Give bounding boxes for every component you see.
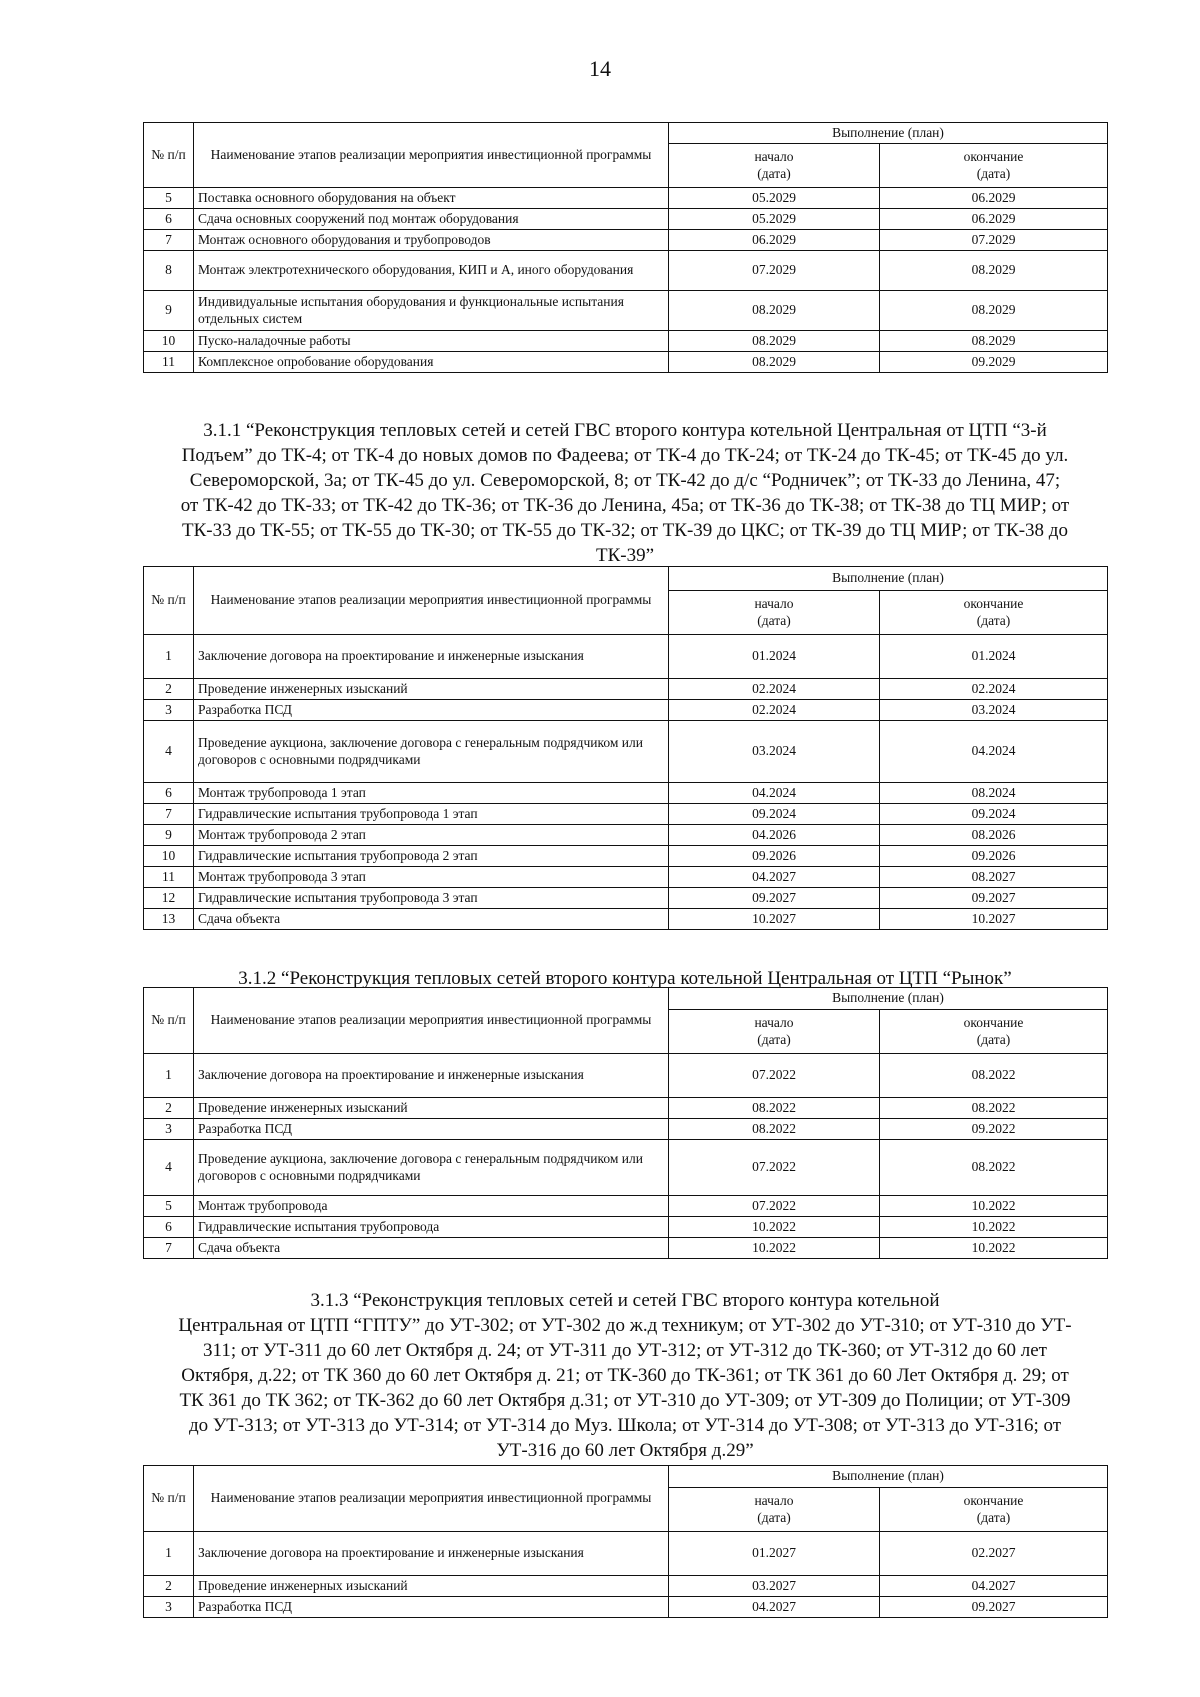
col-header-start: начало (дата) xyxy=(669,1010,880,1054)
table-row xyxy=(144,909,1108,930)
heading-line: 3.1.2 “Реконструкция тепловых сетей второго контура котельной Центральная от ЦТП “Рынок” xyxy=(238,968,1012,989)
start-date: 08.2022 xyxy=(669,1119,880,1140)
row-number: 1 xyxy=(144,1532,194,1576)
row-number: 7 xyxy=(144,1238,194,1259)
stage-name: Монтаж трубопровода 2 этап xyxy=(194,825,669,846)
col-header-num: № п/п xyxy=(144,1466,194,1532)
end-date: 08.2027 xyxy=(880,867,1108,888)
start-date: 06.2029 xyxy=(669,230,880,251)
end-date: 08.2029 xyxy=(880,291,1108,331)
row-number: 6 xyxy=(144,209,194,230)
end-date: 09.2026 xyxy=(880,846,1108,867)
heading-line: Центральная от ЦТП “ГПТУ” до УТ-302; от УТ-302 до ж.д техникум; от УТ-302 до УТ-310; от УТ-310 до УТ- xyxy=(178,1315,1072,1336)
end-date: 08.2022 xyxy=(880,1140,1108,1196)
row-number: 3 xyxy=(144,1119,194,1140)
end-date: 04.2024 xyxy=(880,721,1108,783)
start-date: 08.2029 xyxy=(669,352,880,373)
table-row xyxy=(144,230,1108,251)
start-date: 09.2026 xyxy=(669,846,880,867)
end-date: 09.2022 xyxy=(880,1119,1108,1140)
table-row xyxy=(144,721,1108,783)
row-number: 5 xyxy=(144,1196,194,1217)
col-header-execution: Выполнение (план) xyxy=(669,567,1108,591)
end-date: 09.2027 xyxy=(880,888,1108,909)
row-number: 6 xyxy=(144,783,194,804)
table-row xyxy=(144,352,1108,373)
table-row xyxy=(144,251,1108,291)
row-number: 2 xyxy=(144,1576,194,1597)
start-date: 08.2022 xyxy=(669,1098,880,1119)
end-date: 10.2022 xyxy=(880,1196,1108,1217)
start-date: 03.2024 xyxy=(669,721,880,783)
start-date: 04.2026 xyxy=(669,825,880,846)
table-row xyxy=(144,804,1108,825)
start-date: 07.2029 xyxy=(669,251,880,291)
table-row xyxy=(144,1098,1108,1119)
start-date: 03.2027 xyxy=(669,1576,880,1597)
table-row xyxy=(144,1532,1108,1576)
start-date: 04.2024 xyxy=(669,783,880,804)
table-row xyxy=(144,888,1108,909)
stage-name: Гидравлические испытания трубопровода 3 этап xyxy=(194,888,669,909)
table-row xyxy=(144,1597,1108,1618)
col-header-end: окончание (дата) xyxy=(880,144,1108,188)
end-date: 02.2024 xyxy=(880,679,1108,700)
row-number: 3 xyxy=(144,1597,194,1618)
heading-line: от ТК-42 до ТК-33; от ТК-42 до ТК-36; от ТК-36 до Ленина, 45а; от ТК-36 до ТК-38; от ТК-38 до ТЦ МИР; от xyxy=(180,495,1070,516)
table-row xyxy=(144,635,1108,679)
end-date: 07.2029 xyxy=(880,230,1108,251)
stage-name: Гидравлические испытания трубопровода 2 этап xyxy=(194,846,669,867)
heading-line: Октября, д.22; от ТК 360 до 60 лет Октября д. 21; от ТК-360 до ТК-361; от ТК 361 до 60 Лет Октября д. 29; от xyxy=(181,1365,1069,1386)
start-date: 01.2024 xyxy=(669,635,880,679)
stage-name: Заключение договора на проектирование и инженерные изыскания xyxy=(194,1532,669,1576)
end-date: 08.2024 xyxy=(880,783,1108,804)
end-date: 09.2029 xyxy=(880,352,1108,373)
end-date: 08.2029 xyxy=(880,251,1108,291)
col-header-name: Наименование этапов реализации мероприятия инвестиционной программы xyxy=(194,567,669,635)
end-date: 06.2029 xyxy=(880,209,1108,230)
stage-name: Гидравлические испытания трубопровода 1 этап xyxy=(194,804,669,825)
col-header-num: № п/п xyxy=(144,988,194,1054)
stage-name: Проведение инженерных изысканий xyxy=(194,1098,669,1119)
col-header-end: окончание (дата) xyxy=(880,1010,1108,1054)
col-header-end: окончание (дата) xyxy=(880,1488,1108,1532)
start-date: 08.2029 xyxy=(669,331,880,352)
end-date: 09.2027 xyxy=(880,1597,1108,1618)
stage-name: Заключение договора на проектирование и инженерные изыскания xyxy=(194,635,669,679)
row-number: 11 xyxy=(144,352,194,373)
col-header-start: начало (дата) xyxy=(669,591,880,635)
stage-name: Разработка ПСД xyxy=(194,700,669,721)
end-date: 01.2024 xyxy=(880,635,1108,679)
table-row xyxy=(144,291,1108,331)
stage-name: Монтаж трубопровода 1 этап xyxy=(194,783,669,804)
table-row xyxy=(144,846,1108,867)
stage-name: Индивидуальные испытания оборудования и функциональные испытания отдельных систем xyxy=(194,291,669,331)
table-row xyxy=(144,331,1108,352)
row-number: 4 xyxy=(144,721,194,783)
stage-name: Проведение аукциона, заключение договора с генеральным подрядчиком или договоров с основными подрядчиками xyxy=(194,1140,669,1196)
end-date: 10.2022 xyxy=(880,1217,1108,1238)
row-number: 9 xyxy=(144,291,194,331)
stage-name: Сдача объекта xyxy=(194,1238,669,1259)
heading-line: ТК-39” xyxy=(595,545,655,566)
heading-line: до УТ-313; от УТ-313 до УТ-314; от УТ-314 до Муз. Школа; от УТ-314 до УТ-308; от УТ-313 до УТ-316; от xyxy=(188,1415,1062,1436)
end-date: 09.2024 xyxy=(880,804,1108,825)
start-date: 10.2022 xyxy=(669,1238,880,1259)
table-row xyxy=(144,679,1108,700)
table-row xyxy=(144,783,1108,804)
start-date: 07.2022 xyxy=(669,1140,880,1196)
stage-name: Пуско-наладочные работы xyxy=(194,331,669,352)
end-date: 02.2027 xyxy=(880,1532,1108,1576)
row-number: 12 xyxy=(144,888,194,909)
section-3-1-3-heading xyxy=(150,1288,1100,1463)
start-date: 01.2027 xyxy=(669,1532,880,1576)
stage-name: Монтаж трубопровода xyxy=(194,1196,669,1217)
row-number: 6 xyxy=(144,1217,194,1238)
col-header-num: № п/п xyxy=(144,567,194,635)
row-number: 13 xyxy=(144,909,194,930)
col-header-name: Наименование этапов реализации мероприятия инвестиционной программы xyxy=(194,123,669,188)
stage-name: Сдача основных сооружений под монтаж оборудования xyxy=(194,209,669,230)
end-date: 06.2029 xyxy=(880,188,1108,209)
section-3-1-1-heading xyxy=(150,418,1100,568)
row-number: 4 xyxy=(144,1140,194,1196)
table-row xyxy=(144,1054,1108,1098)
stage-name: Сдача объекта xyxy=(194,909,669,930)
start-date: 02.2024 xyxy=(669,679,880,700)
heading-line: 3.1.3 “Реконструкция тепловых сетей и сетей ГВС второго контура котельной xyxy=(310,1290,940,1311)
start-date: 10.2027 xyxy=(669,909,880,930)
end-date: 03.2024 xyxy=(880,700,1108,721)
stage-name: Монтаж электротехнического оборудования, КИП и А, иного оборудования xyxy=(194,251,669,291)
row-number: 1 xyxy=(144,1054,194,1098)
stage-name: Проведение инженерных изысканий xyxy=(194,1576,669,1597)
stage-name: Монтаж основного оборудования и трубопроводов xyxy=(194,230,669,251)
row-number: 7 xyxy=(144,804,194,825)
heading-line: Подъем” до ТК-4; от ТК-4 до новых домов по Фадеева; от ТК-4 до ТК-24; от ТК-24 до ТК-45; от ТК-45 до ул. xyxy=(181,445,1069,466)
start-date: 05.2029 xyxy=(669,188,880,209)
col-header-name: Наименование этапов реализации мероприятия инвестиционной программы xyxy=(194,988,669,1054)
heading-line: 311; от УТ-311 до 60 лет Октября д. 24; от УТ-311 до УТ-312; от УТ-312 до ТК-360; от УТ-312 до 60 лет xyxy=(203,1340,1047,1361)
row-number: 1 xyxy=(144,635,194,679)
start-date: 09.2024 xyxy=(669,804,880,825)
heading-line: ТК 361 до ТК 362; от ТК-362 до 60 лет Октября д.31; от УТ-310 до УТ-309; от УТ-309 до Полиции; от УТ-309 xyxy=(179,1390,1071,1411)
row-number: 2 xyxy=(144,1098,194,1119)
table-row xyxy=(144,1238,1108,1259)
stage-name: Проведение аукциона, заключение договора с генеральным подрядчиком или договоров с основными подрядчиками xyxy=(194,721,669,783)
heading-line: Североморской, 3а; от ТК-45 до ул. Североморской, 8; от ТК-42 до д/с “Родничек”; от ТК-33 до Ленина, 47; xyxy=(189,470,1061,491)
col-header-start: начало (дата) xyxy=(669,144,880,188)
start-date: 04.2027 xyxy=(669,867,880,888)
row-number: 10 xyxy=(144,331,194,352)
table-row xyxy=(144,1217,1108,1238)
stage-name: Проведение инженерных изысканий xyxy=(194,679,669,700)
col-header-start: начало (дата) xyxy=(669,1488,880,1532)
col-header-end: окончание (дата) xyxy=(880,591,1108,635)
stage-name: Разработка ПСД xyxy=(194,1597,669,1618)
end-date: 10.2027 xyxy=(880,909,1108,930)
page-number: 14 xyxy=(589,56,611,81)
start-date: 08.2029 xyxy=(669,291,880,331)
table-row xyxy=(144,209,1108,230)
end-date: 10.2022 xyxy=(880,1238,1108,1259)
end-date: 08.2026 xyxy=(880,825,1108,846)
stage-name: Заключение договора на проектирование и инженерные изыскания xyxy=(194,1054,669,1098)
row-number: 11 xyxy=(144,867,194,888)
end-date: 04.2027 xyxy=(880,1576,1108,1597)
end-date: 08.2022 xyxy=(880,1098,1108,1119)
table-row xyxy=(144,1140,1108,1196)
start-date: 07.2022 xyxy=(669,1054,880,1098)
stage-name: Поставка основного оборудования на объект xyxy=(194,188,669,209)
stage-name: Гидравлические испытания трубопровода xyxy=(194,1217,669,1238)
table-row xyxy=(144,1119,1108,1140)
start-date: 10.2022 xyxy=(669,1217,880,1238)
start-date: 04.2027 xyxy=(669,1597,880,1618)
schedule-table-3-1-3 xyxy=(143,1465,1108,1618)
table-row xyxy=(144,188,1108,209)
col-header-execution: Выполнение (план) xyxy=(669,123,1108,144)
start-date: 05.2029 xyxy=(669,209,880,230)
col-header-num: № п/п xyxy=(144,123,194,188)
heading-line: ТК-33 до ТК-55; от ТК-55 до ТК-30; от ТК-55 до ТК-32; от ТК-39 до ЦКС; от ТК-39 до ТЦ МИР; от ТК-38 до xyxy=(182,520,1068,541)
schedule-table-3-1-2 xyxy=(143,987,1108,1259)
table-row xyxy=(144,700,1108,721)
row-number: 8 xyxy=(144,251,194,291)
stage-name: Разработка ПСД xyxy=(194,1119,669,1140)
table-row xyxy=(144,867,1108,888)
start-date: 02.2024 xyxy=(669,700,880,721)
table-row xyxy=(144,1196,1108,1217)
row-number: 2 xyxy=(144,679,194,700)
row-number: 5 xyxy=(144,188,194,209)
stage-name: Комплексное опробование оборудования xyxy=(194,352,669,373)
stage-name: Монтаж трубопровода 3 этап xyxy=(194,867,669,888)
row-number: 3 xyxy=(144,700,194,721)
table-row xyxy=(144,1576,1108,1597)
end-date: 08.2022 xyxy=(880,1054,1108,1098)
row-number: 9 xyxy=(144,825,194,846)
col-header-name: Наименование этапов реализации мероприятия инвестиционной программы xyxy=(194,1466,669,1532)
start-date: 09.2027 xyxy=(669,888,880,909)
heading-line: 3.1.1 “Реконструкция тепловых сетей и сетей ГВС второго контура котельной Центральная от ЦТП “3-й xyxy=(203,420,1047,441)
col-header-execution: Выполнение (план) xyxy=(669,988,1108,1010)
table-row xyxy=(144,825,1108,846)
heading-line: УТ-316 до 60 лет Октября д.29” xyxy=(496,1440,754,1461)
row-number: 10 xyxy=(144,846,194,867)
start-date: 07.2022 xyxy=(669,1196,880,1217)
schedule-table-3-1-1 xyxy=(143,566,1108,930)
schedule-table-continuation xyxy=(143,122,1108,373)
row-number: 7 xyxy=(144,230,194,251)
col-header-execution: Выполнение (план) xyxy=(669,1466,1108,1488)
end-date: 08.2029 xyxy=(880,331,1108,352)
